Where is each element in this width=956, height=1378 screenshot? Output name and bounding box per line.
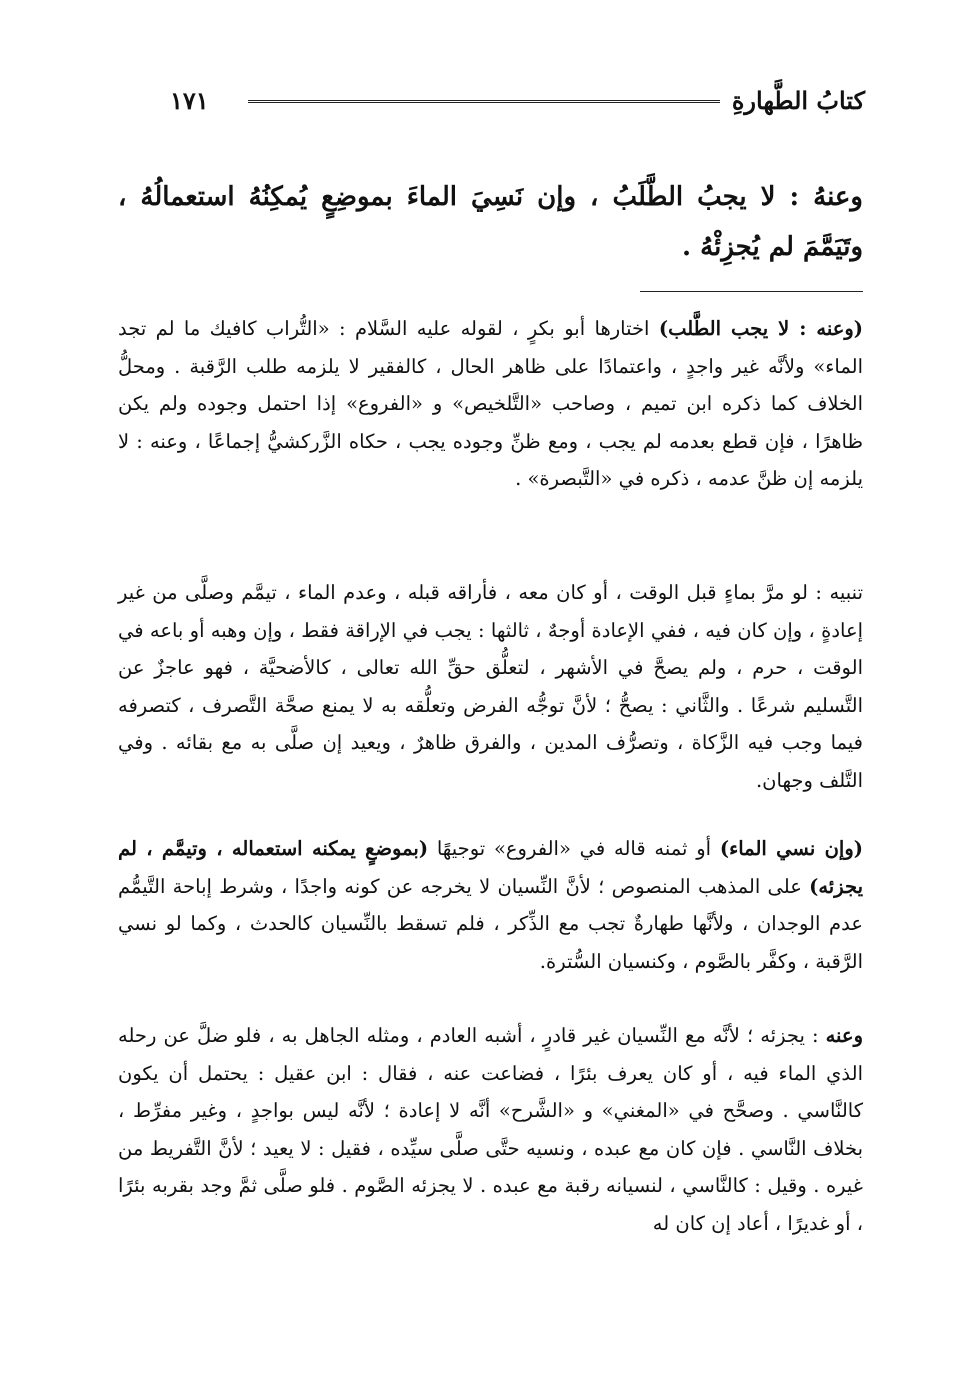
commentary-paragraph-3	[118, 830, 863, 980]
lemma: (بموضعٍ يمكنه استعماله ، وتيمَّم ، لم يجزئه)	[118, 837, 863, 898]
header-rule	[248, 100, 720, 103]
commentary-text: على المذهب المنصوص ؛ لأنَّ النِّسيان لا يخرجه عن كونه واجدًا ، وشرط إباحة التَّيمُّم عدم الوجدان ، ولأنَّها طهارةٌ تجب مع الذِّكر ، فلم تسقط بالنِّسيان كالحدث ، وكما لو نسي الرَّقبة ، وكفَّر بالصَّوم ، وكنسيان السُّترة.	[118, 874, 863, 973]
lemma: وعنه	[825, 1024, 863, 1047]
commentary-paragraph-1	[118, 310, 863, 498]
commentary-paragraph-4	[118, 1017, 863, 1243]
commentary-text: : يجزئه ؛ لأنَّه مع النِّسيان غير قادرٍ ، أشبه العادم ، ومثله الجاهل به ، فلو ضلَّ عن رحله الذي الماء فيه ، أو كان يعرف بئرًا ، فضاعت عنه ، فقال : ابن عقيل : يحتمل أن يكون كالنَّاسي . وصحَّح في «المغني» و «الشَّرح» أنَّه لا إعادة ؛ لأنَّه ليس بواجدٍ ، وغير مفرِّط ، بخلاف النَّاسي . فإن كان مع عبده ، ونسيه حتَّى صلَّى سيِّده ، فقيل : لا يعيد ؛ لأنَّ التَّفريط من غيره . وقيل : كالنَّاسي ، لنسيانه رقبة مع عبده . لا يجزئه الصَّوم . فلو صلَّى ثمَّ وجد بقربه بئرًا ، أو غديرًا ، أعاد إن كان له	[118, 1024, 863, 1235]
lemma: (وعنه : لا يجب الطَّلب)	[658, 317, 863, 340]
matn-separator-rule	[640, 291, 863, 292]
commentary-text: تنبيه : لو مرَّ بماءٍ قبل الوقت ، أو كان معه ، فأراقه قبله ، وعدم الماء ، تيمَّم وصلَّى من غير إعادةٍ ، وإن كان فيه ، ففي الإعادة أوجهٌ ، ثالثها : يجب في الإراقة فقط ، وإن وهبه أو باعه في الوقت ، حرم ، ولم يصحَّ في الأشهر ، لتعلُّق حقِّ الله تعالى ، كالأضحيَّة ، فهو عاجزٌ عن التَّسليم شرعًا . والثَّاني : يصحُّ ؛ لأنَّ توجُّه الفرض وتعلُّقه به لا يمنع صحَّة التَّصرف ، كتصرفه فيما وجب فيه الزَّكاة ، وتصرُّف المدين ، والفرق ظاهرٌ ، ويعيد إن صلَّى به مع بقائه . وفي التَّلف وجهان.	[118, 581, 863, 792]
lemma: (وإن نسي الماء)	[719, 837, 863, 860]
page-number: ١٧١	[170, 85, 209, 115]
running-title: كتابُ الطَّهارةِ	[731, 85, 865, 115]
commentary-text: أو ثمنه قاله في «الفروع» توجيهًا	[428, 837, 720, 860]
commentary-text: اختارها أبو بكرٍ ، لقوله عليه السَّلام : «التُّراب كافيك ما لم تجد الماء» ولأنَّه غير واجدٍ ، واعتمادًا على ظاهر الحال ، كالفقير لا يلزمه طلب الرَّقبة . ومحلُّ الخلاف كما ذكره ابن تميم ، وصاحب «التَّلخيص» و «الفروع» إذا احتمل وجوده ولم يكن ظاهرًا ، فإن قطع بعدمه لم يجب ، ومع ظنِّ وجوده يجب ، حكاه الزَّركشيُّ إجماعًا ، وعنه : لا يلزمه إن ظنَّ عدمه ، ذكره في «التَّبصرة» .	[118, 317, 863, 491]
commentary-paragraph-2	[118, 574, 863, 800]
matn-text: وعنهُ : لا يجبُ الطَّلَبُ ، وإن نَسِيَ الماءَ بموضِعٍ يُمكِنُهُ استعمالُهُ ، وتَيَمَّمَ لم يُجزِئْهُ .	[118, 182, 863, 262]
